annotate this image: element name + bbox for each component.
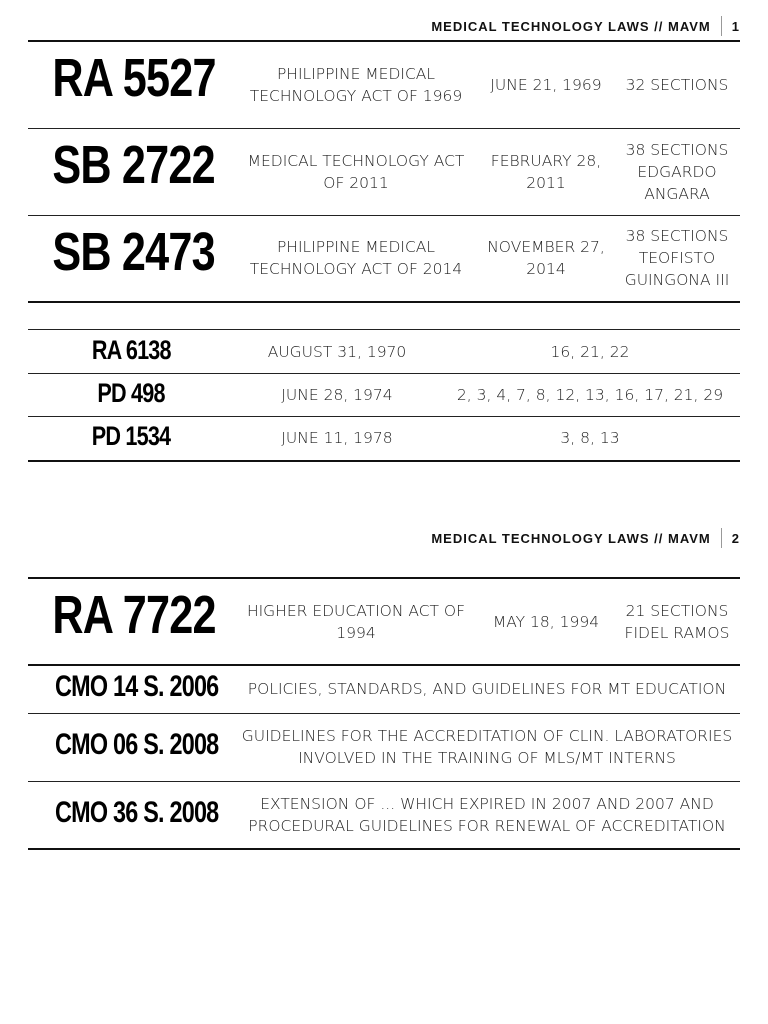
amendment-date: AUGUST 31, 1970	[234, 330, 440, 374]
law-sections: 38 SECTIONS TEOFISTO GUINGONA III	[614, 215, 740, 302]
law-title: MEDICAL TECHNOLOGY ACT OF 2011	[234, 128, 478, 215]
table-row	[28, 330, 740, 374]
table-row	[28, 374, 740, 417]
table-row	[28, 781, 740, 849]
law-date: FEBRUARY 28, 2011	[478, 128, 614, 215]
cmo-code: CMO 06 S. 2008	[28, 713, 234, 781]
law-code: SB 2473	[28, 215, 234, 302]
law-code: RA 5527	[28, 41, 234, 128]
table-row	[28, 128, 740, 215]
table-row	[28, 41, 740, 128]
cmo-table	[28, 665, 740, 850]
page-header	[431, 528, 740, 548]
header-title: MEDICAL TECHNOLOGY LAWS // MAVM	[431, 530, 711, 546]
table-row	[28, 665, 740, 713]
table-row	[28, 578, 740, 665]
law-date: MAY 18, 1994	[478, 578, 614, 665]
law-title: HIGHER EDUCATION ACT OF 1994	[234, 578, 478, 665]
page-header	[431, 16, 740, 36]
law-sections: 21 SECTIONS FIDEL RAMOS	[614, 578, 740, 665]
amendment-code: PD 498	[28, 374, 234, 417]
amendment-code: RA 6138	[28, 330, 234, 374]
law-title: PHILIPPINE MEDICAL TECHNOLOGY ACT OF 1969	[234, 41, 478, 128]
table-row	[28, 215, 740, 302]
table-row	[28, 713, 740, 781]
amendment-date: JUNE 11, 1978	[234, 417, 440, 461]
law-code: SB 2722	[28, 128, 234, 215]
header-divider	[721, 528, 722, 548]
law-date: NOVEMBER 27, 2014	[478, 215, 614, 302]
amendments-table	[28, 329, 740, 462]
law-sections: 38 SECTIONS EDGARDO ANGARA	[614, 128, 740, 215]
header-divider	[721, 16, 722, 36]
cmo-code: CMO 14 S. 2006	[28, 665, 234, 713]
table-row	[28, 417, 740, 461]
main-laws-table	[28, 40, 740, 303]
law-sections: 32 SECTIONS	[614, 41, 740, 128]
amendment-sections: 2, 3, 4, 7, 8, 12, 13, 16, 17, 21, 29	[440, 374, 740, 417]
law-title: PHILIPPINE MEDICAL TECHNOLOGY ACT OF 2014	[234, 215, 478, 302]
law-date: JUNE 21, 1969	[478, 41, 614, 128]
ra7722-table	[28, 577, 740, 666]
header-title: MEDICAL TECHNOLOGY LAWS // MAVM	[431, 18, 711, 34]
page-number: 2	[731, 530, 740, 546]
cmo-code: CMO 36 S. 2008	[28, 781, 234, 849]
amendment-sections: 16, 21, 22	[440, 330, 740, 374]
amendment-code: PD 1534	[28, 417, 234, 461]
law-code: RA 7722	[28, 578, 234, 665]
amendment-date: JUNE 28, 1974	[234, 374, 440, 417]
cmo-description: POLICIES, STANDARDS, AND GUIDELINES FOR MT EDUCATION	[234, 665, 740, 713]
cmo-description: EXTENSION OF ... WHICH EXPIRED IN 2007 AND 2007 AND PROCEDURAL GUIDELINES FOR RENEWAL OF ACCREDITATION	[234, 781, 740, 849]
cmo-description: GUIDELINES FOR THE ACCREDITATION OF CLIN. LABORATORIES INVOLVED IN THE TRAINING OF MLS/MT INTERNS	[234, 713, 740, 781]
amendment-sections: 3, 8, 13	[440, 417, 740, 461]
page-number: 1	[731, 18, 740, 34]
